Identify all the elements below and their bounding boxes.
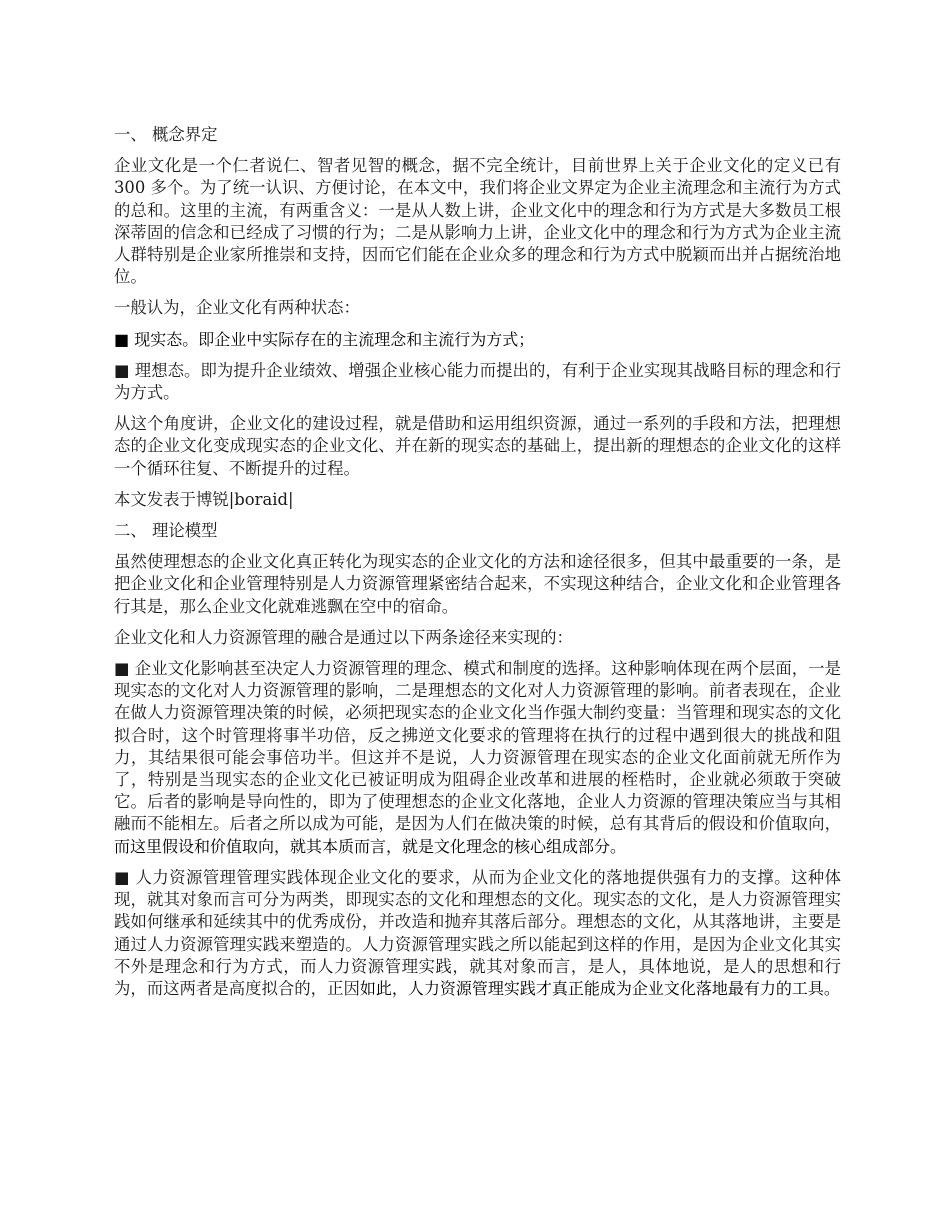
paragraph-two-paths-intro: 企业文化和人力资源管理的融合是通过以下两条途径来实现的： — [114, 627, 573, 647]
section-heading-concept: 一、 概念界定 — [114, 125, 218, 144]
source-note: 本文发表于博锐|boraid| — [114, 489, 294, 509]
bullet-culture-influences-hr-tail: 而这里假设和价值取向，就其本质而言，就是文化理念的核心组成部分。 — [114, 836, 627, 856]
section-heading-model: 二、 理论模型 — [114, 521, 218, 541]
paragraph-integration: 虽然使理想态的企业文化真正转化为现实态的企业文化的方法和途径很多，但其中最重要的一条，是把企业文化和企业管理特别是人力资源管理紧密结合起来，不实现这种结合，企业文化和企业管理各行其是，那么企业文化就难逃飘在空中的宿命。 — [114, 552, 841, 616]
paragraph-definition: 企业文化是一个仁者说仁、智者见智的概念，据不完全统计，目前世界上关于企业文化的定义已有 300 多个。为了统一认识、方便讨论，在本文中，我们将企业文界定为企业主流理念和主流行为方式的总和。这里的主流，有两重含义：一是从人数上讲，企业文化中的理念和行为方式是大多数员工根深蒂固的信念和已经成了习惯的行为；二是从影响力上讲，企业文化中的理念和行为方式为企业主流人群特别是企业家所推崇和支持，因而它们能在企业众多的理念和行为方式中脱颖而出并占据统治地位。 — [114, 156, 841, 287]
bullet-hr-embodies-culture-tail: 如此，人力资源管理实践才真正能成为企业文化落地最有力的工具。 — [359, 978, 840, 998]
document-body — [114, 124, 841, 1009]
bullet-culture-influences-hr-text: ■ 企业文化影响甚至决定人力资源管理的理念、模式和制度的选择。这种影响体现在两个层面，一是现实态的文化对人力资源管理的影响，二是理想态的文化对人力资源管理的影响。前者表现在，企业在做人力资源管理决策的时候，必须把现实态的企业文化当作强大制约变量：当管理和现实态的文化拟合时，这个时管理将事半功倍，反之拂逆文化要求的管理将在执行的过程中遇到很大的挑战和阻力，其结果很可能会事倍功半。但这并不是说，人力资源管理在现实态的企业文化面前就无所作为了，特别是当现实态的企业文化已被证明成为阻碍企业改革和进展的桎梏时，企业就必须敢于突破它。后者的影响是导向性的，即为了使理想态的企业文化落地，企业人力资源的管理决策应当与其相融而不能相左。后者之所以成为可能，是因为人们在做决策的时候，总有其背后的假设和价值取向， — [114, 659, 841, 834]
bullet-hr-embodies-culture-text: ■ 人力资源管理管理实践体现企业文化的要求，从而为企业文化的落地提供强有力的支撑。这种体现，就其对象而言可分为两类，即现实态的文化和理想态的文化。现实态的文化，是人力资源管理实践如何继承和延续其中的优秀成份，并改造和抛弃其落后部分。理想态的文化，从其落地讲，主要是通过人力资源管理实践来塑造的。人力资源管理实践之所以能起到这样的作用，是因为企业文化其实不外是理念和行为方式，而人力资源管理实践，就其对象而言，是人，具体地说，是人的思想和行为，而这两者是高度拟合的，正因 — [114, 867, 841, 998]
bullet-ideal-state: ■ 理想态。即为提升企业绩效、增强企业核心能力而提出的，有利于企业实现其战略目标的理念和行为方式。 — [114, 360, 841, 403]
bullet-culture-influences-hr — [114, 658, 841, 858]
paragraph-two-states-intro: 一般认为，企业文化有两种状态： — [114, 298, 360, 318]
bullet-current-state: ■ 现实态。即企业中实际存在的主流理念和主流行为方式； — [114, 329, 535, 349]
paragraph-construction-process: 从这个角度讲，企业文化的建设过程，就是借助和运用组织资源，通过一系列的手段和方法，把理想态的企业文化变成现实态的企业文化、并在新的现实态的基础上，提出新的理想态的企业文化的这样一个循环往复、不断提升的过程。 — [114, 414, 841, 478]
bullet-hr-embodies-culture — [114, 867, 841, 1000]
